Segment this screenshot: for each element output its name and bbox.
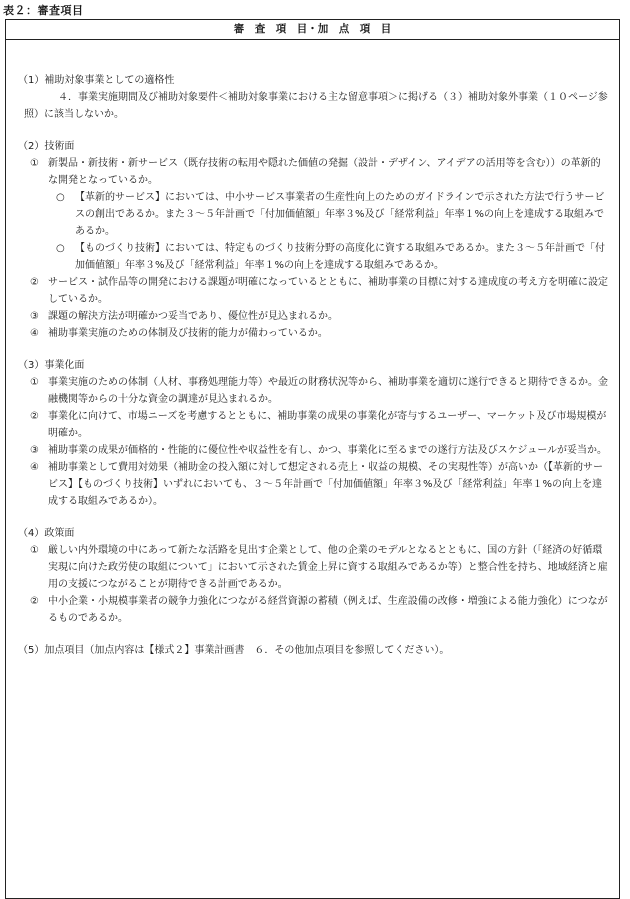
- list-item: [16, 308, 609, 325]
- item-text: 補助事業の成果が価格的・性能的に優位性や収益性を有し、かつ、事業化に至るまでの遂行方法及びスケジュールが妥当か。: [48, 445, 607, 456]
- section-technical: [16, 138, 609, 342]
- list-item: [16, 155, 609, 189]
- section-title: （3）事業化面: [18, 360, 85, 371]
- section-policy: [16, 525, 609, 627]
- item-number: ④: [30, 462, 39, 473]
- item-text: 補助事業として費用対効果（補助金の投入額に対して想定される売上・収益の規模、その実現性等）が高いか（【革新的サービス】【ものづくり技術】いずれにおいても、３～５年計画で「付加価値額」年率３%及び「経常利益」年率１%の向上を達成する取組みであるか）。: [48, 462, 603, 507]
- review-items-table: [5, 19, 620, 899]
- list-item: [16, 274, 609, 308]
- list-item: [16, 189, 609, 240]
- section-eligibility: [16, 72, 609, 123]
- item-number: ③: [30, 445, 39, 456]
- section-title: （2）技術面: [18, 141, 75, 152]
- item-text: 補助事業実施のための体制及び技術的能力が備わっているか。: [48, 328, 328, 339]
- list-item: [16, 240, 609, 274]
- list-item: [16, 459, 609, 510]
- item-text: 新製品・新技術・新サービス（既存技術の転用や隠れた価値の発掘（設計・デザイン、アイデアの活用等を含む））の革新的な開発となっているか。: [48, 158, 601, 186]
- section-title: （1）補助対象事業としての適格性: [18, 75, 175, 86]
- item-number: ①: [30, 377, 39, 388]
- table-header: 審 査 項 目・加 点 項 目: [6, 20, 619, 40]
- item-number: ②: [30, 596, 39, 607]
- section-bonus-points: [16, 642, 609, 659]
- item-text: 事業化に向けて、市場ニーズを考慮するとともに、補助事業の成果の事業化が寄与するユーザー、マーケット及び市場規模が明確か。: [48, 411, 607, 439]
- item-text: サービス・試作品等の開発における課題が明確になっているとともに、補助事業の目標に対する達成度の考え方を明確に設定しているか。: [48, 277, 608, 305]
- item-text: 厳しい内外環境の中にあって新たな活路を見出す企業として、他の企業のモデルとなるとともに、国の方針（「経済の好循環実現に向けた政労使の取組について」において示された賃金上昇に資する取組みであるか等）と整合性を持ち、地域経済と雇用の支援につながることが期待できる計画であるか。: [48, 545, 608, 590]
- item-number: ①: [30, 158, 39, 169]
- item-number: ③: [30, 311, 39, 322]
- list-item: [16, 593, 609, 627]
- item-text: 課題の解決方法が明確かつ妥当であり、優位性が見込まれるか。: [48, 311, 338, 322]
- item-text: 事業実施のための体制（人材、事務処理能力等）や最近の財務状況等から、補助事業を適切に遂行できると期待できるか。金融機関等からの十分な資金の調達が見込まれるか。: [48, 377, 608, 405]
- list-item: [16, 374, 609, 408]
- bullet-mark: ○: [56, 192, 65, 203]
- table-body: [6, 72, 619, 659]
- section-paragraph: ４．事業実施期間及び補助対象要件＜補助対象事業における主な留意事項＞に掲げる（３）補助対象外事業（１０ページ参照）に該当しないか。: [24, 92, 608, 120]
- item-number: ④: [30, 328, 39, 339]
- item-text: 中小企業・小規模事業者の競争力強化につながる経営資源の蓄積（例えば、生産設備の改修・増強による能力強化）につながるものであるか。: [48, 596, 608, 624]
- section-title: （5）加点項目（加点内容は【様式２】事業計画書 ６．その他加点項目を参照してください）。: [18, 645, 450, 656]
- section-title: （4）政策面: [18, 528, 75, 539]
- item-number: ②: [30, 277, 39, 288]
- list-item: [16, 408, 609, 442]
- item-number: ②: [30, 411, 39, 422]
- list-item: [16, 542, 609, 593]
- item-text: 【ものづくり技術】においては、特定ものづくり技術分野の高度化に資する取組みであるか。また３～５年計画で「付加価値額」年率３%及び「経常利益」年率１%の向上を達成する取組みであるか。: [75, 243, 605, 271]
- list-item: [16, 325, 609, 342]
- document-title: 表２：審査項目: [3, 4, 84, 17]
- item-number: ①: [30, 545, 39, 556]
- section-commercialization: [16, 357, 609, 510]
- list-item: [16, 442, 609, 459]
- item-text: 【革新的サービス】においては、中小サービス事業者の生産性向上のためのガイドラインで示された方法で行うサービスの創出であるか。また３～５年計画で「付加価値額」年率３%及び「経常利益」年率１%の向上を達成する取組みであるか。: [75, 192, 605, 237]
- bullet-mark: ○: [56, 243, 65, 254]
